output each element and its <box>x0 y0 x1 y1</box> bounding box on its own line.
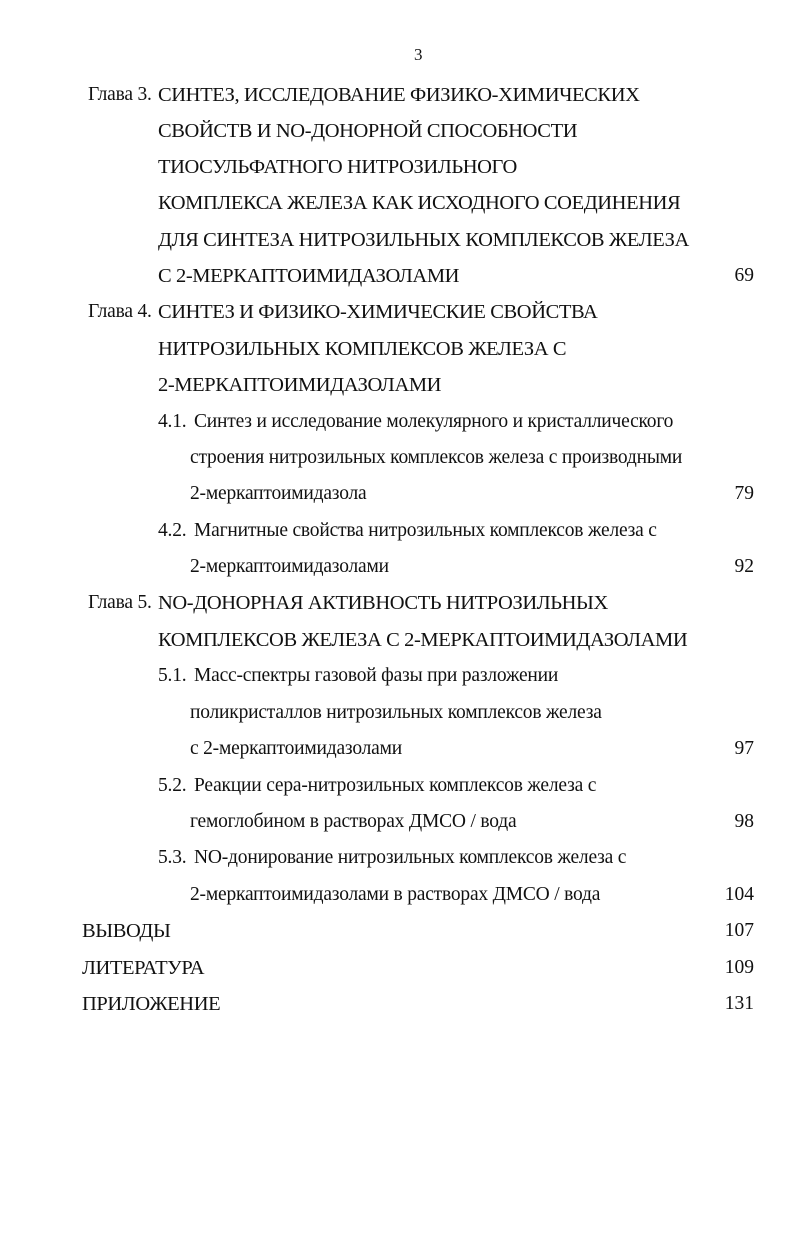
section-title-line: поликристаллов нитрозильных комплексов железа <box>190 702 602 723</box>
section-title-line: с 2-меркаптоимидазолами <box>190 738 402 759</box>
toc-page-ref: 98 <box>734 811 754 832</box>
chapter-title-line: НИТРОЗИЛЬНЫХ КОМПЛЕКСОВ ЖЕЛЕЗА С <box>158 338 567 360</box>
section-number: 5.2. <box>158 775 187 796</box>
toc-page-ref: 97 <box>734 738 754 759</box>
section-number: 4.2. <box>158 520 187 541</box>
section-title-line: строения нитрозильных комплексов железа с производными <box>190 447 683 468</box>
section-title-line: 2-меркаптоимидазолами <box>190 556 389 577</box>
section-title-line: Реакции сера-нитрозильных комплексов железа с <box>194 775 597 796</box>
chapter-title-line: 2-МЕРКАПТОИМИДАЗОЛАМИ <box>158 374 442 396</box>
toc-entry-appendix: ПРИЛОЖЕНИЕ <box>82 993 221 1015</box>
toc-entry-conclusions: ВЫВОДЫ <box>82 920 171 942</box>
chapter-title-line: С 2-МЕРКАПТОИМИДАЗОЛАМИ <box>158 265 460 287</box>
toc-page-ref: 104 <box>724 884 754 905</box>
section-title-line: NO-донирование нитрозильных комплексов железа с <box>194 847 627 868</box>
toc-page-ref: 109 <box>724 957 754 978</box>
section-title-line: 2-меркаптоимидазола <box>190 483 367 504</box>
toc-page-ref: 92 <box>734 556 754 577</box>
chapter-title-line: СИНТЕЗ И ФИЗИКО-ХИМИЧЕСКИЕ СВОЙСТВА <box>158 301 598 323</box>
chapter-title-line: СИНТЕЗ, ИССЛЕДОВАНИЕ ФИЗИКО-ХИМИЧЕСКИХ <box>158 84 640 106</box>
toc-page-ref: 69 <box>734 265 754 286</box>
section-number: 5.1. <box>158 665 187 686</box>
section-number: 5.3. <box>158 847 187 868</box>
section-title-line: Магнитные свойства нитрозильных комплексов железа с <box>194 520 657 541</box>
section-title-line: 2-меркаптоимидазолами в растворах ДМСО / вода <box>190 884 601 905</box>
chapter-prefix: Глава 4. <box>88 301 152 322</box>
chapter-title-line: NO-ДОНОРНАЯ АКТИВНОСТЬ НИТРОЗИЛЬНЫХ <box>158 592 608 614</box>
chapter-title-line: СВОЙСТВ И NO-ДОНОРНОЙ СПОСОБНОСТИ <box>158 120 578 142</box>
section-title-line: Масс-спектры газовой фазы при разложении <box>194 665 559 686</box>
chapter-prefix: Глава 3. <box>88 84 152 105</box>
section-number: 4.1. <box>158 411 187 432</box>
chapter-title-line: КОМПЛЕКСА ЖЕЛЕЗА КАК ИСХОДНОГО СОЕДИНЕНИЯ <box>158 192 681 214</box>
toc-page-ref: 79 <box>734 483 754 504</box>
chapter-title-line: ТИОСУЛЬФАТНОГО НИТРОЗИЛЬНОГО <box>158 156 517 178</box>
section-title-line: гемоглобином в растворах ДМСО / вода <box>190 811 517 832</box>
section-title-line: Синтез и исследование молекулярного и кристаллического <box>194 411 674 432</box>
chapter-title-line: КОМПЛЕКСОВ ЖЕЛЕЗА С 2-МЕРКАПТОИМИДАЗОЛАМИ <box>158 629 688 651</box>
page-number: 3 <box>414 45 423 64</box>
toc-page-ref: 131 <box>724 993 754 1014</box>
toc-entry-references: ЛИТЕРАТУРА <box>82 957 205 979</box>
toc-page-ref: 107 <box>724 920 754 941</box>
chapter-title-line: ДЛЯ СИНТЕЗА НИТРОЗИЛЬНЫХ КОМПЛЕКСОВ ЖЕЛЕЗА <box>158 229 689 251</box>
chapter-prefix: Глава 5. <box>88 592 152 613</box>
